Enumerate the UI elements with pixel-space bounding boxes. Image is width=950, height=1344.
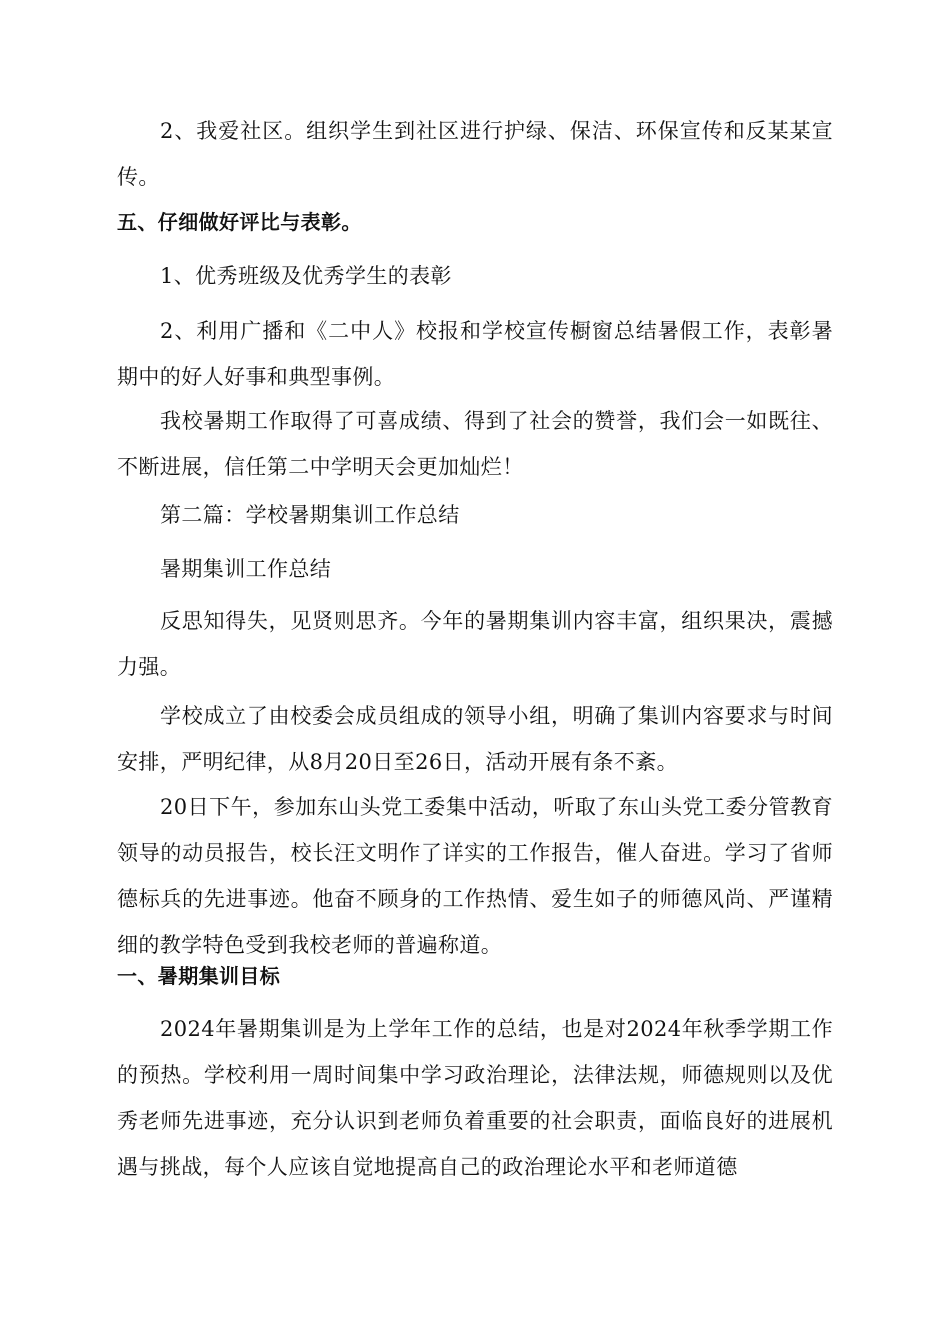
article-title-second: 第二篇：学校暑期集训工作总结 xyxy=(160,503,460,527)
paragraph-reflection: 反思知得失，见贤则思齐。今年的暑期集训内容丰富，组织果决，震撼力强。 xyxy=(117,609,833,679)
paragraph-summary: 我校暑期工作取得了可喜成绩、得到了社会的赞誉，我们会一如既往、不断进展，信任第二中学明天会更加灿烂！ xyxy=(117,409,833,479)
paragraph-community: 2、我爱社区。组织学生到社区进行护绿、保洁、环保宣传和反某某宣传。 xyxy=(117,119,833,189)
paragraph-commendation-2: 2、利用广播和《二中人》校报和学校宣传橱窗总结暑假工作，表彰暑期中的好人好事和典型事例。 xyxy=(117,319,833,389)
article-subtitle: 暑期集训工作总结 xyxy=(160,557,332,581)
paragraph-goals: 2024年暑期集训是为上学年工作的总结，也是对2024年秋季学期工作的预热。学校利用一周时间集中学习政治理论，法律法规，师德规则以及优秀老师先进事迹，充分认识到老师负着重要的社会职责，面临良好的进展机遇与挑战，每个人应该自觉地提高自己的政治理论水平和老师道德 xyxy=(117,1017,833,1179)
section-heading-evaluation: 五、仔细做好评比与表彰。 xyxy=(117,210,362,234)
paragraph-activity: 20日下午，参加东山头党工委集中活动，听取了东山头党工委分管教育领导的动员报告，校长汪文明作了详实的工作报告，催人奋进。学习了省师德标兵的先进事迹。他奋不顾身的工作热情、爱生如子的师德风尚、严谨精细的教学特色受到我校老师的普遍称道。 xyxy=(117,795,833,957)
section-heading-goals: 一、暑期集训目标 xyxy=(117,964,281,988)
paragraph-leadership: 学校成立了由校委会成员组成的领导小组，明确了集训内容要求与时间安排，严明纪律，从8月20日至26日，活动开展有条不紊。 xyxy=(117,704,833,774)
paragraph-commendation-1: 1、优秀班级及优秀学生的表彰 xyxy=(160,264,452,288)
